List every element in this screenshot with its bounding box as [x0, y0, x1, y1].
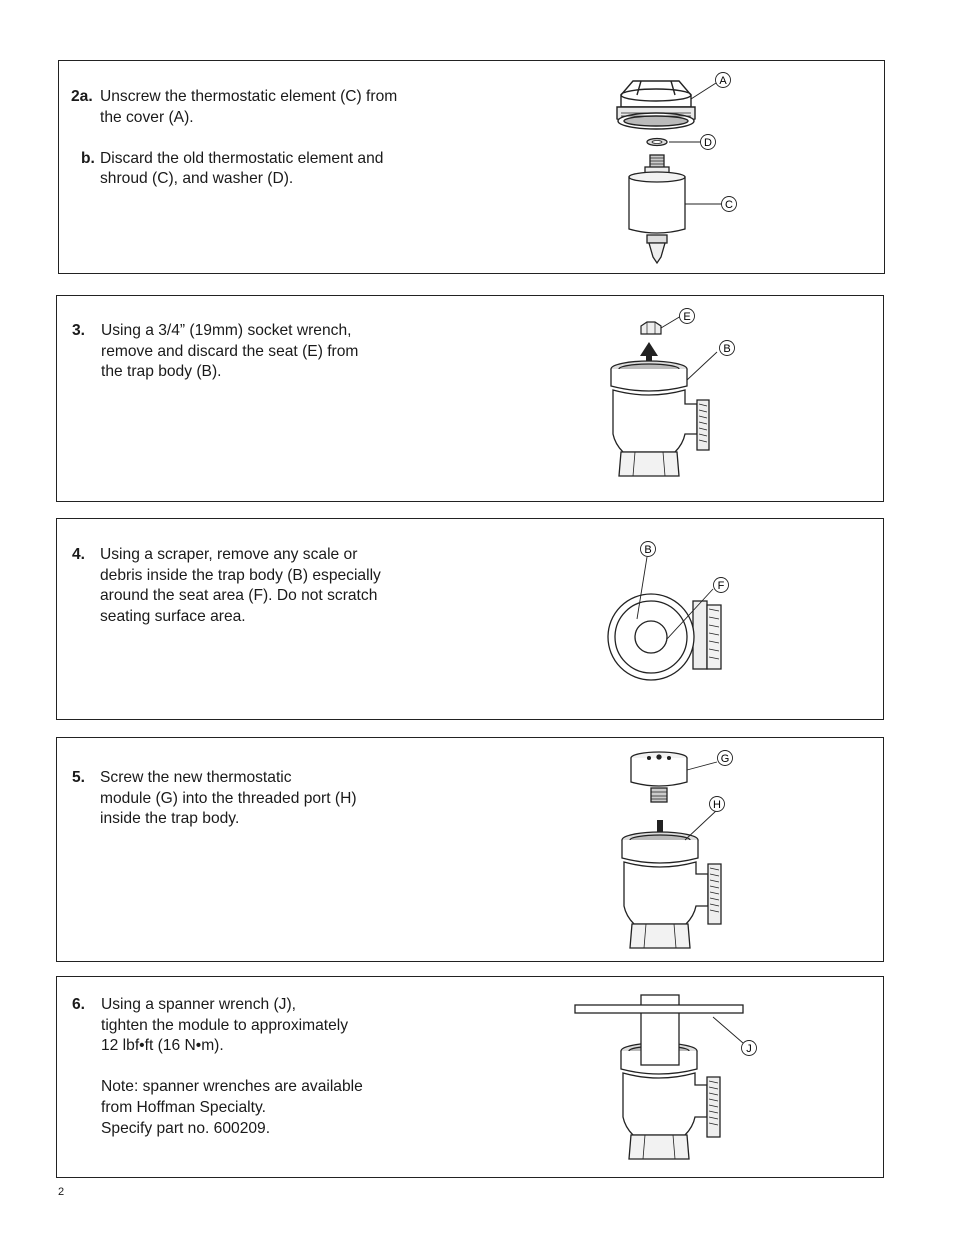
step-5-line-1: Screw the new thermostatic: [100, 769, 292, 786]
trap-body-h-drawing: [622, 832, 721, 948]
trap-body-b-drawing: [611, 361, 709, 476]
callout-g: [718, 751, 733, 766]
step-2a-number: 2a.: [71, 88, 93, 105]
svg-text:A: A: [719, 75, 727, 87]
step-3-line-2: remove and discard the seat (E) from: [101, 342, 359, 360]
step-5-text: [72, 768, 357, 830]
svg-text:J: J: [746, 1043, 752, 1055]
svg-text:C: C: [725, 199, 733, 211]
step-2a-text: [71, 87, 397, 190]
cover-a-drawing: [617, 81, 695, 129]
step-2a-line-2: the cover (A).: [100, 108, 194, 126]
step-4-panel: [56, 518, 884, 720]
step-4-text: [72, 545, 381, 627]
step-3-text: [72, 321, 358, 383]
step-6-panel: [56, 976, 884, 1178]
step-6-text: [72, 995, 363, 1139]
callout-f: [714, 578, 729, 593]
step-4-line-2: debris inside the trap body (B) especially: [100, 566, 381, 584]
thermostatic-element-illustration: [599, 69, 799, 269]
step-5-panel: [56, 737, 884, 962]
spanner-wrench-illustration: [571, 991, 811, 1173]
step-6-note-line-3: Specify part no. 600209.: [101, 1119, 271, 1137]
callout-b: [641, 542, 656, 557]
callout-a: [716, 73, 731, 88]
step-4-line-3: around the seat area (F). Do not scratch: [100, 587, 378, 605]
svg-text:B: B: [644, 544, 652, 556]
step-2b-line-1: Discard the old thermostatic element and: [100, 149, 384, 167]
step-3-line-1: Using a 3/4” (19mm) socket wrench,: [101, 322, 352, 339]
svg-text:E: E: [683, 311, 691, 323]
trap-body-top-view-drawing: [608, 594, 721, 680]
callout-h: [710, 797, 725, 812]
step-4-line-4: seating surface area.: [100, 607, 246, 625]
callout-j: [742, 1041, 757, 1056]
step-6-number: 6.: [72, 996, 86, 1013]
step-5-line-3: inside the trap body.: [100, 810, 240, 828]
callout-c: [722, 197, 737, 212]
step-3-line-3: the trap body (B).: [101, 363, 222, 381]
step-6-note-line-1: Note: spanner wrenches are available: [101, 1078, 363, 1096]
step-5-number: 5.: [72, 769, 86, 786]
svg-text:G: G: [720, 753, 730, 765]
step-6-note-line-2: from Hoffman Specialty.: [101, 1098, 266, 1116]
washer-d-drawing: [647, 139, 667, 146]
spanner-wrench-j-drawing: [575, 995, 743, 1065]
module-installation-illustration: [605, 744, 805, 956]
step-2a-line-1: Unscrew the thermostatic element (C) from: [100, 88, 398, 105]
step-3-number: 3.: [72, 322, 86, 339]
step-6-line-2: tighten the module to approximately: [101, 1016, 349, 1034]
callout-d: [701, 135, 716, 150]
thermostatic-element-c-drawing: [629, 155, 685, 263]
step-6-line-1: Using a spanner wrench (J),: [101, 996, 297, 1013]
thermostatic-module-g-drawing: [631, 752, 687, 802]
trap-body-top-view-illustration: [597, 533, 797, 713]
step-6-line-3: 12 lbf•ft (16 N•m).: [101, 1037, 224, 1055]
callout-e: [680, 309, 695, 324]
seat-e-drawing: [641, 322, 661, 334]
step-3-panel: [56, 295, 884, 502]
step-5-line-2: module (G) into the threaded port (H): [100, 789, 357, 807]
svg-text:D: D: [704, 137, 712, 149]
page-number: 2: [58, 1186, 65, 1198]
step-2a-panel: [58, 60, 885, 274]
svg-text:F: F: [717, 580, 725, 592]
callout-b: [720, 341, 735, 356]
svg-text:B: B: [723, 343, 731, 355]
step-2b-number: b.: [81, 150, 95, 167]
trap-body-seat-removal-illustration: [597, 304, 797, 494]
svg-text:H: H: [713, 799, 721, 811]
step-4-line-1: Using a scraper, remove any scale or: [100, 546, 358, 563]
step-4-number: 4.: [72, 546, 86, 563]
step-2b-line-2: shroud (C), and washer (D).: [100, 170, 294, 188]
